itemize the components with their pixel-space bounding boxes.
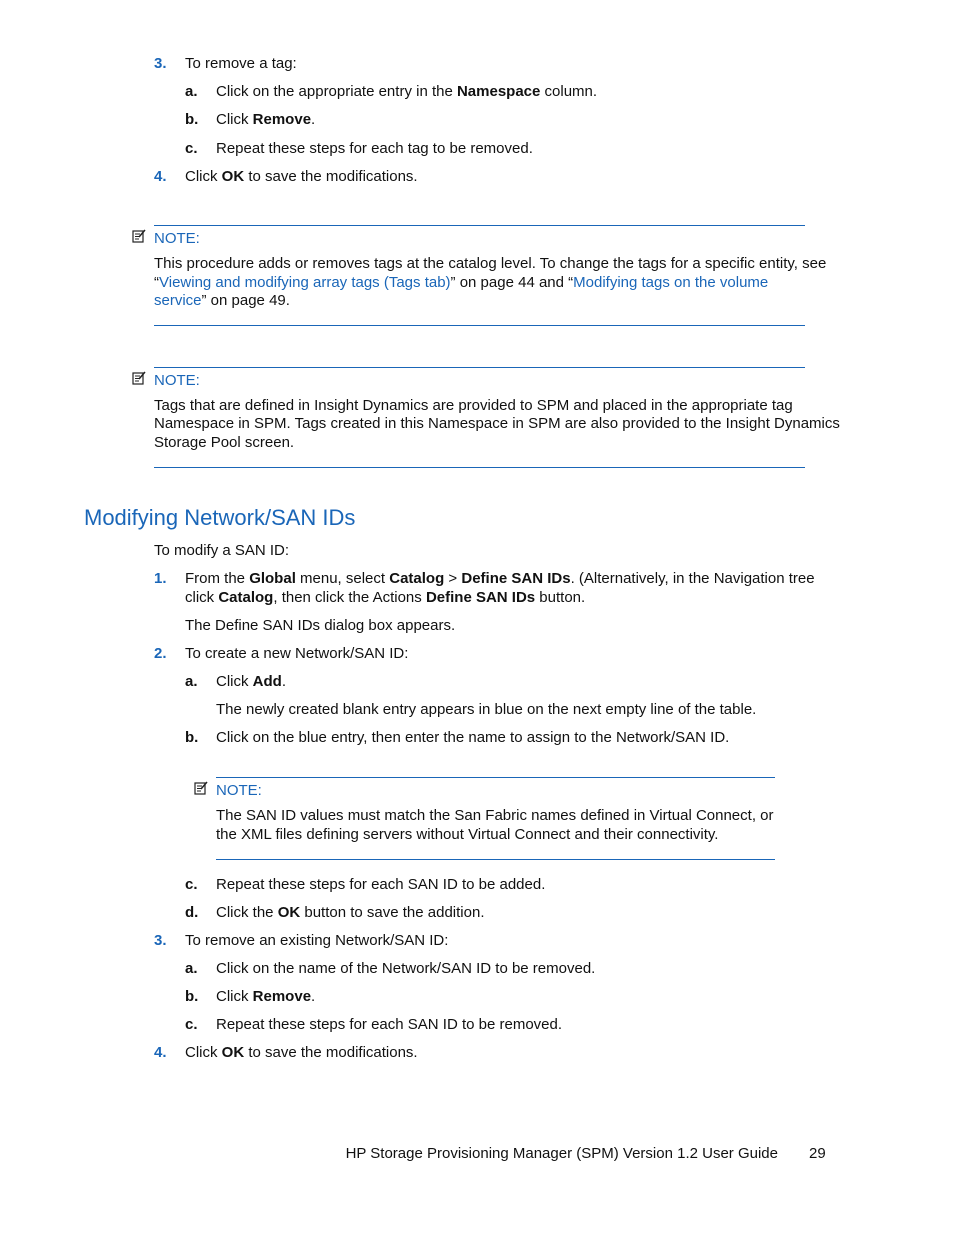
substep-letter: a. (185, 83, 198, 100)
note-text-line: “Viewing and modifying array tags (Tags tab)” on page 44 and “Modifying tags on the volume (154, 274, 769, 291)
substep-letter: a. (185, 673, 198, 690)
step-text: To create a new Network/SAN ID: (185, 645, 409, 662)
section-heading: Modifying Network/SAN IDs (84, 505, 356, 530)
note-label: NOTE: (216, 782, 262, 799)
step-result: The Define SAN IDs dialog box appears. (185, 617, 456, 634)
note-bottom-rule (216, 859, 775, 860)
note-text-line: the XML files defining servers without Virtual Connect and their connectivity. (216, 826, 719, 843)
section-intro: To modify a SAN ID: (154, 542, 290, 559)
note-label: NOTE: (154, 372, 200, 389)
substep-letter: d. (185, 904, 199, 921)
substep-text: Click on the blue entry, then enter the name to assign to the Network/SAN ID. (216, 729, 730, 746)
note-text-line: service” on page 49. (154, 292, 290, 309)
note-text-line: Tags that are defined in Insight Dynamics are provided to SPM and placed in the appropriate tag (154, 397, 793, 414)
substep-letter: b. (185, 729, 199, 746)
substep-letter: c. (185, 1016, 198, 1033)
substep-result: The newly created blank entry appears in blue on the next empty line of the table. (216, 701, 757, 718)
note-top-rule (154, 367, 805, 368)
substep-text: Click on the name of the Network/SAN ID to be removed. (216, 960, 596, 977)
note-icon (132, 371, 146, 385)
note-icon (194, 781, 208, 795)
page-number: 29 (809, 1145, 826, 1162)
step-number: 3. (154, 932, 167, 949)
substep-letter: b. (185, 111, 199, 128)
substep-text: Repeat these steps for each SAN ID to be added. (216, 876, 546, 893)
step-number: 2. (154, 645, 167, 662)
substep-text: Click Add. (216, 673, 287, 690)
step-text: From the Global menu, select Catalog > Define SAN IDs. (Alternatively, in the Navigation tree (185, 570, 815, 587)
substep-letter: a. (185, 960, 198, 977)
substep-letter: c. (185, 140, 198, 157)
step-text: Click OK to save the modifications. (185, 168, 418, 185)
note-top-rule (216, 777, 775, 778)
step-number: 3. (154, 55, 167, 72)
link-modifying-volume-tags[interactable]: Modifying tags on the volume (573, 274, 769, 291)
note-icon (132, 229, 146, 243)
substep-text: Repeat these steps for each tag to be removed. (216, 140, 533, 157)
substep-letter: b. (185, 988, 199, 1005)
substep-text: Click Remove. (216, 988, 316, 1005)
note-top-rule (154, 225, 805, 226)
substep-text: Repeat these steps for each SAN ID to be removed. (216, 1016, 563, 1033)
note-text-line: This procedure adds or removes tags at the catalog level. To change the tags for a specific entity, see (154, 255, 827, 272)
note-bottom-rule (154, 467, 805, 468)
substep-text: Click the OK button to save the addition. (216, 904, 485, 921)
substep-text: Click Remove. (216, 111, 316, 128)
step-text: To remove a tag: (185, 55, 297, 72)
substep-letter: c. (185, 876, 198, 893)
step-number: 1. (154, 570, 167, 587)
link-modifying-volume-tags-cont[interactable]: service (154, 292, 202, 309)
step-number: 4. (154, 168, 167, 185)
link-viewing-array-tags[interactable]: Viewing and modifying array tags (Tags tab) (159, 274, 451, 291)
step-text: To remove an existing Network/SAN ID: (185, 932, 449, 949)
note-label: NOTE: (154, 230, 200, 247)
substep-text: Click on the appropriate entry in the Namespace column. (216, 83, 598, 100)
note-bottom-rule (154, 325, 805, 326)
note-text-line: The SAN ID values must match the San Fabric names defined in Virtual Connect, or (216, 807, 774, 824)
step-text: Click OK to save the modifications. (185, 1044, 418, 1061)
footer-title: HP Storage Provisioning Manager (SPM) Version 1.2 User Guide (345, 1145, 778, 1162)
note-text-line: Namespace in SPM. Tags created in this Namespace in SPM are also provided to the Insight Dynamics (154, 415, 840, 432)
note-text-line: Storage Pool screen. (154, 434, 295, 451)
step-number: 4. (154, 1044, 167, 1061)
step-text: click Catalog, then click the Actions Define SAN IDs button. (185, 589, 586, 606)
